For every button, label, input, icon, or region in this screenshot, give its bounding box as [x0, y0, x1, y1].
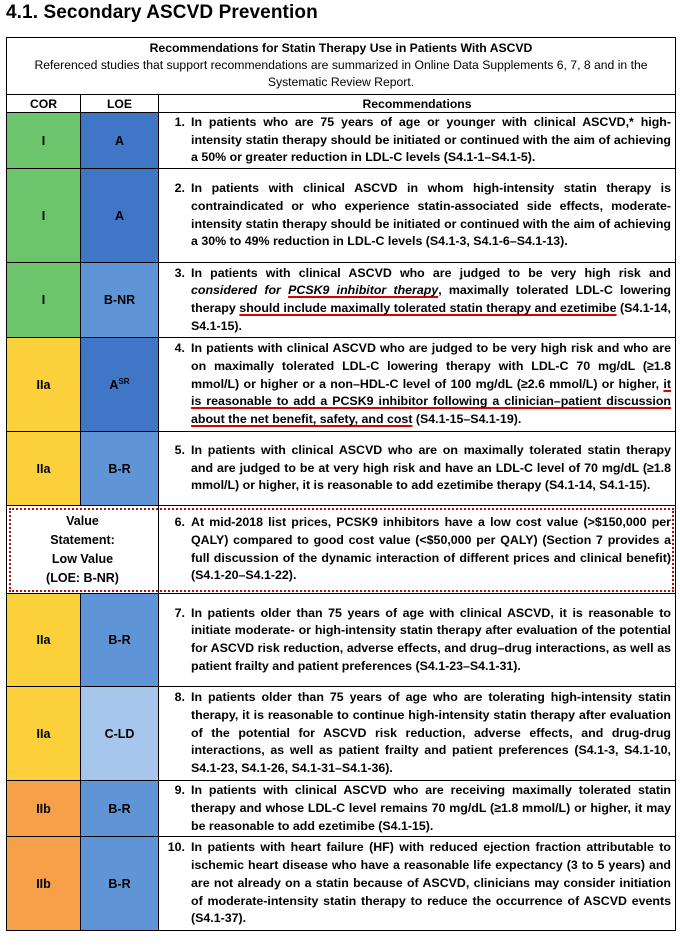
cor-cell: IIb [7, 837, 81, 931]
loe-cell: B-NR [81, 263, 159, 338]
rec-number: 4. [174, 341, 185, 356]
table-row [7, 432, 676, 506]
recommendations-table [6, 37, 676, 931]
rec-text: In patients with clinical ASCVD who are receiving maximally tolerated statin therapy and whose LDL-C level remains 70 mg/dL (≥1.8 mmol/L) or higher, it may be reasonable to add ezetimibe (S4.1-15). [191, 783, 671, 833]
value-statement-row [7, 506, 676, 594]
table-title: Recommendations for Statin Therapy Use in Patients With ASCVD [149, 41, 533, 55]
section-title: 4.1. Secondary ASCVD Prevention [6, 2, 318, 23]
cor-cell: IIa [7, 594, 81, 687]
loe-cell: B-R [81, 837, 159, 931]
rec-text: In patients with heart failure (HF) with reduced ejection fraction attributable to ischemic heart disease who have a reasonable life expectancy (3 to 5 years) and are not already on a statin because of ASCVD, clinicians may consider initiation of moderate-intensity statin therapy to reduce the occurrence of ASCVD events (S4.1-37). [191, 840, 671, 926]
loe-cell: A [81, 113, 159, 169]
cor-cell: IIb [7, 781, 81, 837]
recommendation-cell [159, 687, 676, 781]
col-header-loe: LOE [81, 95, 159, 113]
table-row [7, 687, 676, 781]
table-row [7, 169, 676, 263]
loe-cell: B-R [81, 432, 159, 506]
rec-text: In patients older than 75 years of age who are tolerating high-intensity statin therapy, it is reasonable to continue high-intensity statin therapy after evaluation of the potential for ASCVD risk reduction, adverse effects, and drug-drug interactions, as well as patient frailty and patient preferences (S4.1-3, S4.1-10, S4.1-23, S4.1-26, S4.1-31–S4.1-36). [191, 690, 671, 776]
cor-cell: IIa [7, 338, 81, 432]
recommendation-cell [159, 506, 676, 594]
rec-number: 1. [174, 115, 185, 129]
table-row [7, 113, 676, 169]
table-row [7, 594, 676, 687]
recommendation-cell [159, 781, 676, 837]
rec-number: 10. [167, 840, 185, 855]
cor-cell: IIa [7, 687, 81, 781]
col-header-recs: Recommendations [159, 95, 676, 113]
rec-text: In patients with clinical ASCVD who are judged to be very high risk and who are on maximally tolerated LDL-C lowering therapy with LDL-C 70 mg/dL (≥1.8 mmol/L) or higher or a non–HDL-C level of 100 mg/dL (≥2.6 mmol/L) or higher, it is reasonable to add a PCSK9 inhibitor following a clinician–patient discussion about the net benefit, safety, and cost (S4.1-15–S4.1-19). [191, 341, 671, 427]
table-row [7, 781, 676, 837]
recommendation-cell [159, 594, 676, 687]
recommendation-cell [159, 338, 676, 432]
rec-number: 9. [174, 783, 185, 798]
cor-cell: I [7, 113, 81, 169]
recommendation-cell [159, 113, 676, 169]
recommendation-cell [159, 432, 676, 506]
rec-text: In patients with clinical ASCVD who are judged to be very high risk and considered for PCSK9 inhibitor therapy, maximally tolerated LDL-C lowering therapy should include maximally tolerated statin therapy and ezetimibe (S4.1-14, S4.1-15). [191, 265, 671, 333]
recommendation-cell [159, 837, 676, 931]
rec-number: 7. [174, 605, 185, 620]
rec-number: 3. [174, 265, 185, 280]
rec-text: In patients with clinical ASCVD who are on maximally tolerated statin therapy and are judged to be at very high risk and have an LDL-C level of 70 mg/dL (≥1.8 mmol/L) or higher, it is reasonable to add ezetimibe therapy (S4.1-14, S4.1-15). [191, 443, 671, 493]
rec-text: At mid-2018 list prices, PCSK9 inhibitors have a low cost value (>$150,000 per QALY) compared to good cost value (<$50,000 per QALY) (Section 7 provides a full discussion of the dynamic interaction of different prices and clinical benefit) (S4.1-20–S4.1-22). [191, 515, 671, 583]
loe-cell: A [81, 169, 159, 263]
recommendation-cell [159, 263, 676, 338]
rec-number: 5. [174, 443, 185, 458]
table-row [7, 338, 676, 432]
recommendation-cell [159, 169, 676, 263]
rec-number: 6. [174, 515, 185, 530]
table-header [7, 38, 676, 95]
table-subtitle: Referenced studies that support recommendations are summarized in Online Data Supplements 6, 7, 8 and in the Systematic Review Report. [34, 58, 648, 89]
rec-text: In patients with clinical ASCVD in whom high-intensity statin therapy is contraindicated or who experience statin-associated side effects, moderate-intensity statin therapy should be initiated or continued with the aim of achieving a 30% to 49% reduction in LDL-C levels (S4.1-3, S4.1-6–S4.1-13). [191, 181, 671, 249]
table-row [7, 837, 676, 931]
rec-text: In patients older than 75 years of age with clinical ASCVD, it is reasonable to initiate moderate- or high-intensity statin therapy after evaluation of the potential for ASCVD risk reduction, adverse effects, and drug–drug interactions, as well as patient frailty and patient preferences (S4.1-23–S4.1-31). [191, 605, 671, 673]
rec-text: In patients who are 75 years of age or younger with clinical ASCVD,* high-intensity statin therapy should be initiated or continued with the aim of achieving a 50% or greater reduction in LDL-C levels (S4.1-1–S4.1-5). [191, 115, 671, 165]
rec-number: 8. [174, 690, 185, 705]
cor-cell: I [7, 169, 81, 263]
loe-cell: B-R [81, 594, 159, 687]
value-statement-label: Value Statement: Low Value (LOE: B-NR) [7, 506, 159, 594]
rec-number: 2. [174, 181, 185, 196]
loe-cell: $A^{SR}$ [81, 338, 159, 432]
cor-cell: IIa [7, 432, 81, 506]
loe-cell: C-LD [81, 687, 159, 781]
cor-cell: I [7, 263, 81, 338]
loe-cell: B-R [81, 781, 159, 837]
col-header-cor: COR [7, 95, 81, 113]
table-row [7, 263, 676, 338]
